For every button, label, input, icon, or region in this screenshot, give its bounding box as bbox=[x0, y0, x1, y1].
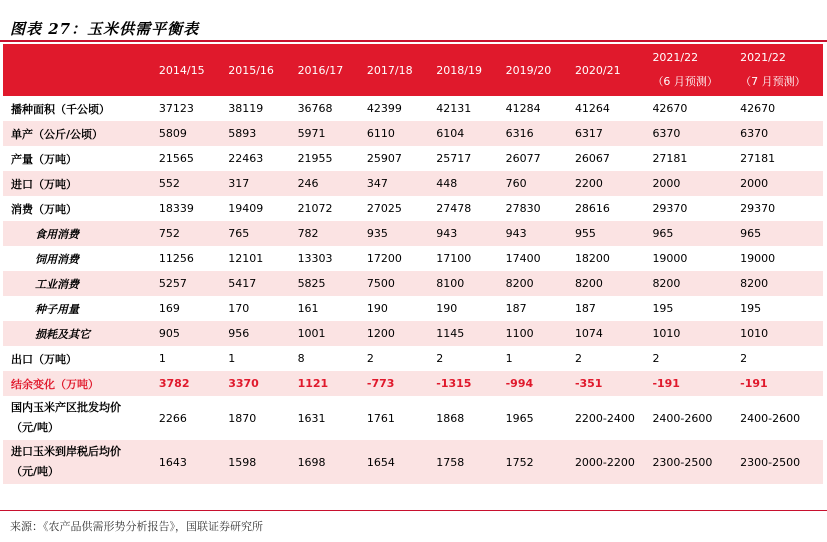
table-cell: 1752 bbox=[498, 440, 567, 484]
table-cell: 5809 bbox=[151, 121, 220, 146]
table-cell: 1 bbox=[158, 352, 166, 365]
column-header-year: 2021/22 bbox=[740, 51, 786, 64]
table-cell: 1698 bbox=[290, 440, 359, 484]
column-header-note: （7 月预测） bbox=[740, 75, 806, 88]
column-header: 2015/16 bbox=[220, 44, 289, 96]
table-cell: 190 bbox=[436, 302, 458, 315]
table-cell: 1 bbox=[228, 352, 236, 365]
table-row bbox=[3, 440, 823, 484]
table-cell: 955 bbox=[567, 221, 645, 246]
row-label-unit: （元/吨） bbox=[11, 421, 60, 434]
table-row bbox=[3, 221, 823, 246]
table-cell: 195 bbox=[652, 302, 674, 315]
table-cell: 2 bbox=[574, 352, 582, 365]
table-cell: 752 bbox=[151, 221, 220, 246]
table-cell: 170 bbox=[228, 302, 250, 315]
table-cell: 1761 bbox=[366, 411, 395, 425]
table-cell: 5257 bbox=[151, 271, 220, 296]
column-header-year: 2021/22 bbox=[652, 51, 699, 64]
table-cell: 11256 bbox=[158, 252, 194, 265]
table-row bbox=[3, 296, 823, 321]
table-cell: 42131 bbox=[436, 102, 472, 115]
table-cell: 8 bbox=[297, 352, 305, 365]
table-cell: 187 bbox=[505, 302, 527, 315]
row-label-line: 进口玉米到岸税后均价 bbox=[11, 445, 121, 458]
table-cell: 19000 bbox=[652, 252, 688, 265]
table-row bbox=[3, 146, 823, 171]
table-cell: 18339 bbox=[158, 202, 194, 215]
table-cell: 1598 bbox=[220, 440, 289, 484]
table-cell: -191 bbox=[732, 371, 823, 396]
table-cell: 29370 bbox=[740, 202, 776, 215]
table-cell: 6316 bbox=[498, 121, 567, 146]
table-cell: 37123 bbox=[158, 102, 194, 115]
table-cell: 25717 bbox=[436, 152, 472, 165]
table-cell: 2000 bbox=[644, 171, 732, 196]
table-cell: 782 bbox=[290, 221, 359, 246]
table-cell: 21565 bbox=[158, 152, 194, 165]
table-cell: 19000 bbox=[740, 252, 776, 265]
table-row bbox=[3, 171, 823, 196]
header-row bbox=[3, 44, 823, 96]
table-cell: 12101 bbox=[228, 252, 264, 265]
table-cell: 190 bbox=[366, 302, 388, 315]
table-cell: 1010 bbox=[644, 321, 732, 346]
source-note: 来源：《农产品供需形势分析报告》，国联证券研究所 bbox=[10, 520, 263, 533]
table-cell: 17200 bbox=[366, 252, 402, 265]
table-cell: -191 bbox=[644, 371, 732, 396]
table-cell: 8200 bbox=[644, 271, 732, 296]
row-label: 出口（万吨） bbox=[11, 352, 77, 366]
table-cell: 1100 bbox=[498, 321, 567, 346]
table-cell: 2400-2600 bbox=[740, 411, 801, 425]
table-cell: 5825 bbox=[290, 271, 359, 296]
table-cell: 27181 bbox=[652, 152, 688, 165]
table-cell: 1145 bbox=[428, 321, 497, 346]
row-label: 消费（万吨） bbox=[11, 202, 77, 216]
table-cell: 935 bbox=[359, 221, 428, 246]
table-cell: 246 bbox=[290, 171, 359, 196]
table-cell: 1654 bbox=[359, 440, 428, 484]
table-cell: 965 bbox=[732, 221, 823, 246]
table-cell: 1868 bbox=[436, 411, 465, 425]
table-cell: 2300-2500 bbox=[644, 440, 732, 484]
row-label: 结余变化（万吨） bbox=[3, 371, 151, 396]
table-cell: 27025 bbox=[366, 202, 402, 215]
table-cell: 8200 bbox=[567, 271, 645, 296]
table-cell: 38119 bbox=[228, 102, 264, 115]
table-cell: 7500 bbox=[359, 271, 428, 296]
table-cell: 6317 bbox=[567, 121, 645, 146]
table-cell: 6370 bbox=[732, 121, 823, 146]
table-cell: 1758 bbox=[428, 440, 497, 484]
table-cell: 2200 bbox=[567, 171, 645, 196]
row-label: 损耗及其它 bbox=[3, 321, 151, 346]
table-cell: 29370 bbox=[652, 202, 688, 215]
table-cell: 1631 bbox=[297, 411, 326, 425]
table-cell: 1643 bbox=[151, 440, 220, 484]
table-cell: 2400-2600 bbox=[652, 411, 713, 425]
table-cell: 552 bbox=[151, 171, 220, 196]
table-cell: -773 bbox=[359, 371, 428, 396]
column-header: 2014/15 bbox=[151, 44, 220, 96]
table-cell: 2 bbox=[366, 352, 374, 365]
table-cell: 3782 bbox=[151, 371, 220, 396]
row-label bbox=[3, 440, 151, 484]
table-cell: 17100 bbox=[436, 252, 472, 265]
row-label bbox=[3, 396, 151, 440]
table-cell: 1 bbox=[505, 352, 513, 365]
table-cell: 2266 bbox=[158, 411, 187, 425]
table-cell: 1010 bbox=[732, 321, 823, 346]
footer-divider bbox=[0, 510, 827, 511]
table-cell: 8200 bbox=[732, 271, 823, 296]
column-header: 2020/21 bbox=[567, 44, 645, 96]
table-cell: 21072 bbox=[297, 202, 333, 215]
corn-balance-table bbox=[3, 44, 823, 484]
table-row bbox=[3, 271, 823, 296]
table-cell: 28616 bbox=[574, 202, 610, 215]
table-cell: 905 bbox=[151, 321, 220, 346]
table-cell: 943 bbox=[428, 221, 497, 246]
table-cell: 161 bbox=[297, 302, 319, 315]
table-row bbox=[3, 371, 823, 396]
table-row bbox=[3, 321, 823, 346]
table-cell: 13303 bbox=[297, 252, 333, 265]
table-cell: 5893 bbox=[220, 121, 289, 146]
table-cell: 2000-2200 bbox=[567, 440, 645, 484]
table-cell: 956 bbox=[220, 321, 289, 346]
table-cell: 448 bbox=[428, 171, 497, 196]
table-cell: 1965 bbox=[505, 411, 534, 425]
row-label-unit: （元/吨） bbox=[11, 465, 60, 478]
page-title: 图表 27：玉米供需平衡表 bbox=[10, 20, 200, 38]
row-label: 食用消费 bbox=[3, 221, 151, 246]
table-cell: 8100 bbox=[428, 271, 497, 296]
row-label: 进口（万吨） bbox=[3, 171, 151, 196]
table-cell: 1200 bbox=[359, 321, 428, 346]
table-cell: 41284 bbox=[505, 102, 541, 115]
title-divider bbox=[0, 40, 827, 42]
table-row bbox=[3, 121, 823, 146]
table-cell: 6104 bbox=[428, 121, 497, 146]
table-cell: 2 bbox=[652, 352, 660, 365]
table-cell: 1074 bbox=[567, 321, 645, 346]
row-label: 单产（公斤/公顷） bbox=[3, 121, 151, 146]
column-header: 2018/19 bbox=[428, 44, 497, 96]
table-cell: 187 bbox=[574, 302, 596, 315]
table-cell: 2300-2500 bbox=[732, 440, 823, 484]
table-cell: -351 bbox=[567, 371, 645, 396]
table-cell: 2000 bbox=[732, 171, 823, 196]
column-header: 2016/17 bbox=[290, 44, 359, 96]
table-cell: 18200 bbox=[574, 252, 610, 265]
table-cell: 8200 bbox=[498, 271, 567, 296]
table-cell: 42670 bbox=[652, 102, 688, 115]
table-cell: 1870 bbox=[228, 411, 257, 425]
table-cell: 1121 bbox=[290, 371, 359, 396]
table-cell: 27181 bbox=[740, 152, 776, 165]
table-cell: 1001 bbox=[290, 321, 359, 346]
table-row bbox=[3, 246, 823, 271]
column-header-note: （6 月预测） bbox=[652, 75, 718, 88]
row-label: 饲用消费 bbox=[35, 252, 79, 266]
column-header: 2019/20 bbox=[498, 44, 567, 96]
table-cell: 6110 bbox=[359, 121, 428, 146]
table-cell: 2 bbox=[740, 352, 748, 365]
table-cell: 5417 bbox=[220, 271, 289, 296]
table-cell: 17400 bbox=[505, 252, 541, 265]
table-cell: 965 bbox=[644, 221, 732, 246]
row-label: 播种面积（千公顷） bbox=[11, 102, 110, 116]
column-header bbox=[3, 44, 151, 96]
table-cell: 195 bbox=[740, 302, 762, 315]
table-cell: 41264 bbox=[574, 102, 610, 115]
table-row bbox=[3, 96, 823, 121]
row-label-line: 国内玉米产区批发均价 bbox=[11, 401, 121, 414]
table-cell: 760 bbox=[498, 171, 567, 196]
row-label: 种子用量 bbox=[35, 302, 79, 316]
table-cell: 317 bbox=[220, 171, 289, 196]
table-row bbox=[3, 396, 823, 440]
row-label: 工业消费 bbox=[3, 271, 151, 296]
table-cell: 26067 bbox=[574, 152, 610, 165]
table-cell: 36768 bbox=[297, 102, 333, 115]
table-cell: 6370 bbox=[644, 121, 732, 146]
table-cell: 3370 bbox=[220, 371, 289, 396]
row-label: 产量（万吨） bbox=[11, 152, 77, 166]
table-cell: 27478 bbox=[436, 202, 472, 215]
table-row bbox=[3, 196, 823, 221]
table-cell: 2200-2400 bbox=[574, 411, 635, 425]
column-header: 2017/18 bbox=[359, 44, 428, 96]
table-cell: 22463 bbox=[228, 152, 264, 165]
table-cell: 25907 bbox=[366, 152, 402, 165]
column-header bbox=[732, 44, 823, 96]
table-cell: 42670 bbox=[740, 102, 776, 115]
table-cell: 19409 bbox=[228, 202, 264, 215]
table-cell: 765 bbox=[220, 221, 289, 246]
table-cell: -1315 bbox=[428, 371, 497, 396]
table-row bbox=[3, 346, 823, 371]
table-cell: 2 bbox=[436, 352, 444, 365]
table-cell: -994 bbox=[498, 371, 567, 396]
table-cell: 21955 bbox=[297, 152, 333, 165]
table-cell: 26077 bbox=[505, 152, 541, 165]
table-cell: 42399 bbox=[366, 102, 402, 115]
table-cell: 169 bbox=[158, 302, 180, 315]
table-cell: 5971 bbox=[290, 121, 359, 146]
table-cell: 27830 bbox=[505, 202, 541, 215]
table-cell: 943 bbox=[498, 221, 567, 246]
column-header bbox=[644, 44, 732, 96]
table-cell: 347 bbox=[359, 171, 428, 196]
